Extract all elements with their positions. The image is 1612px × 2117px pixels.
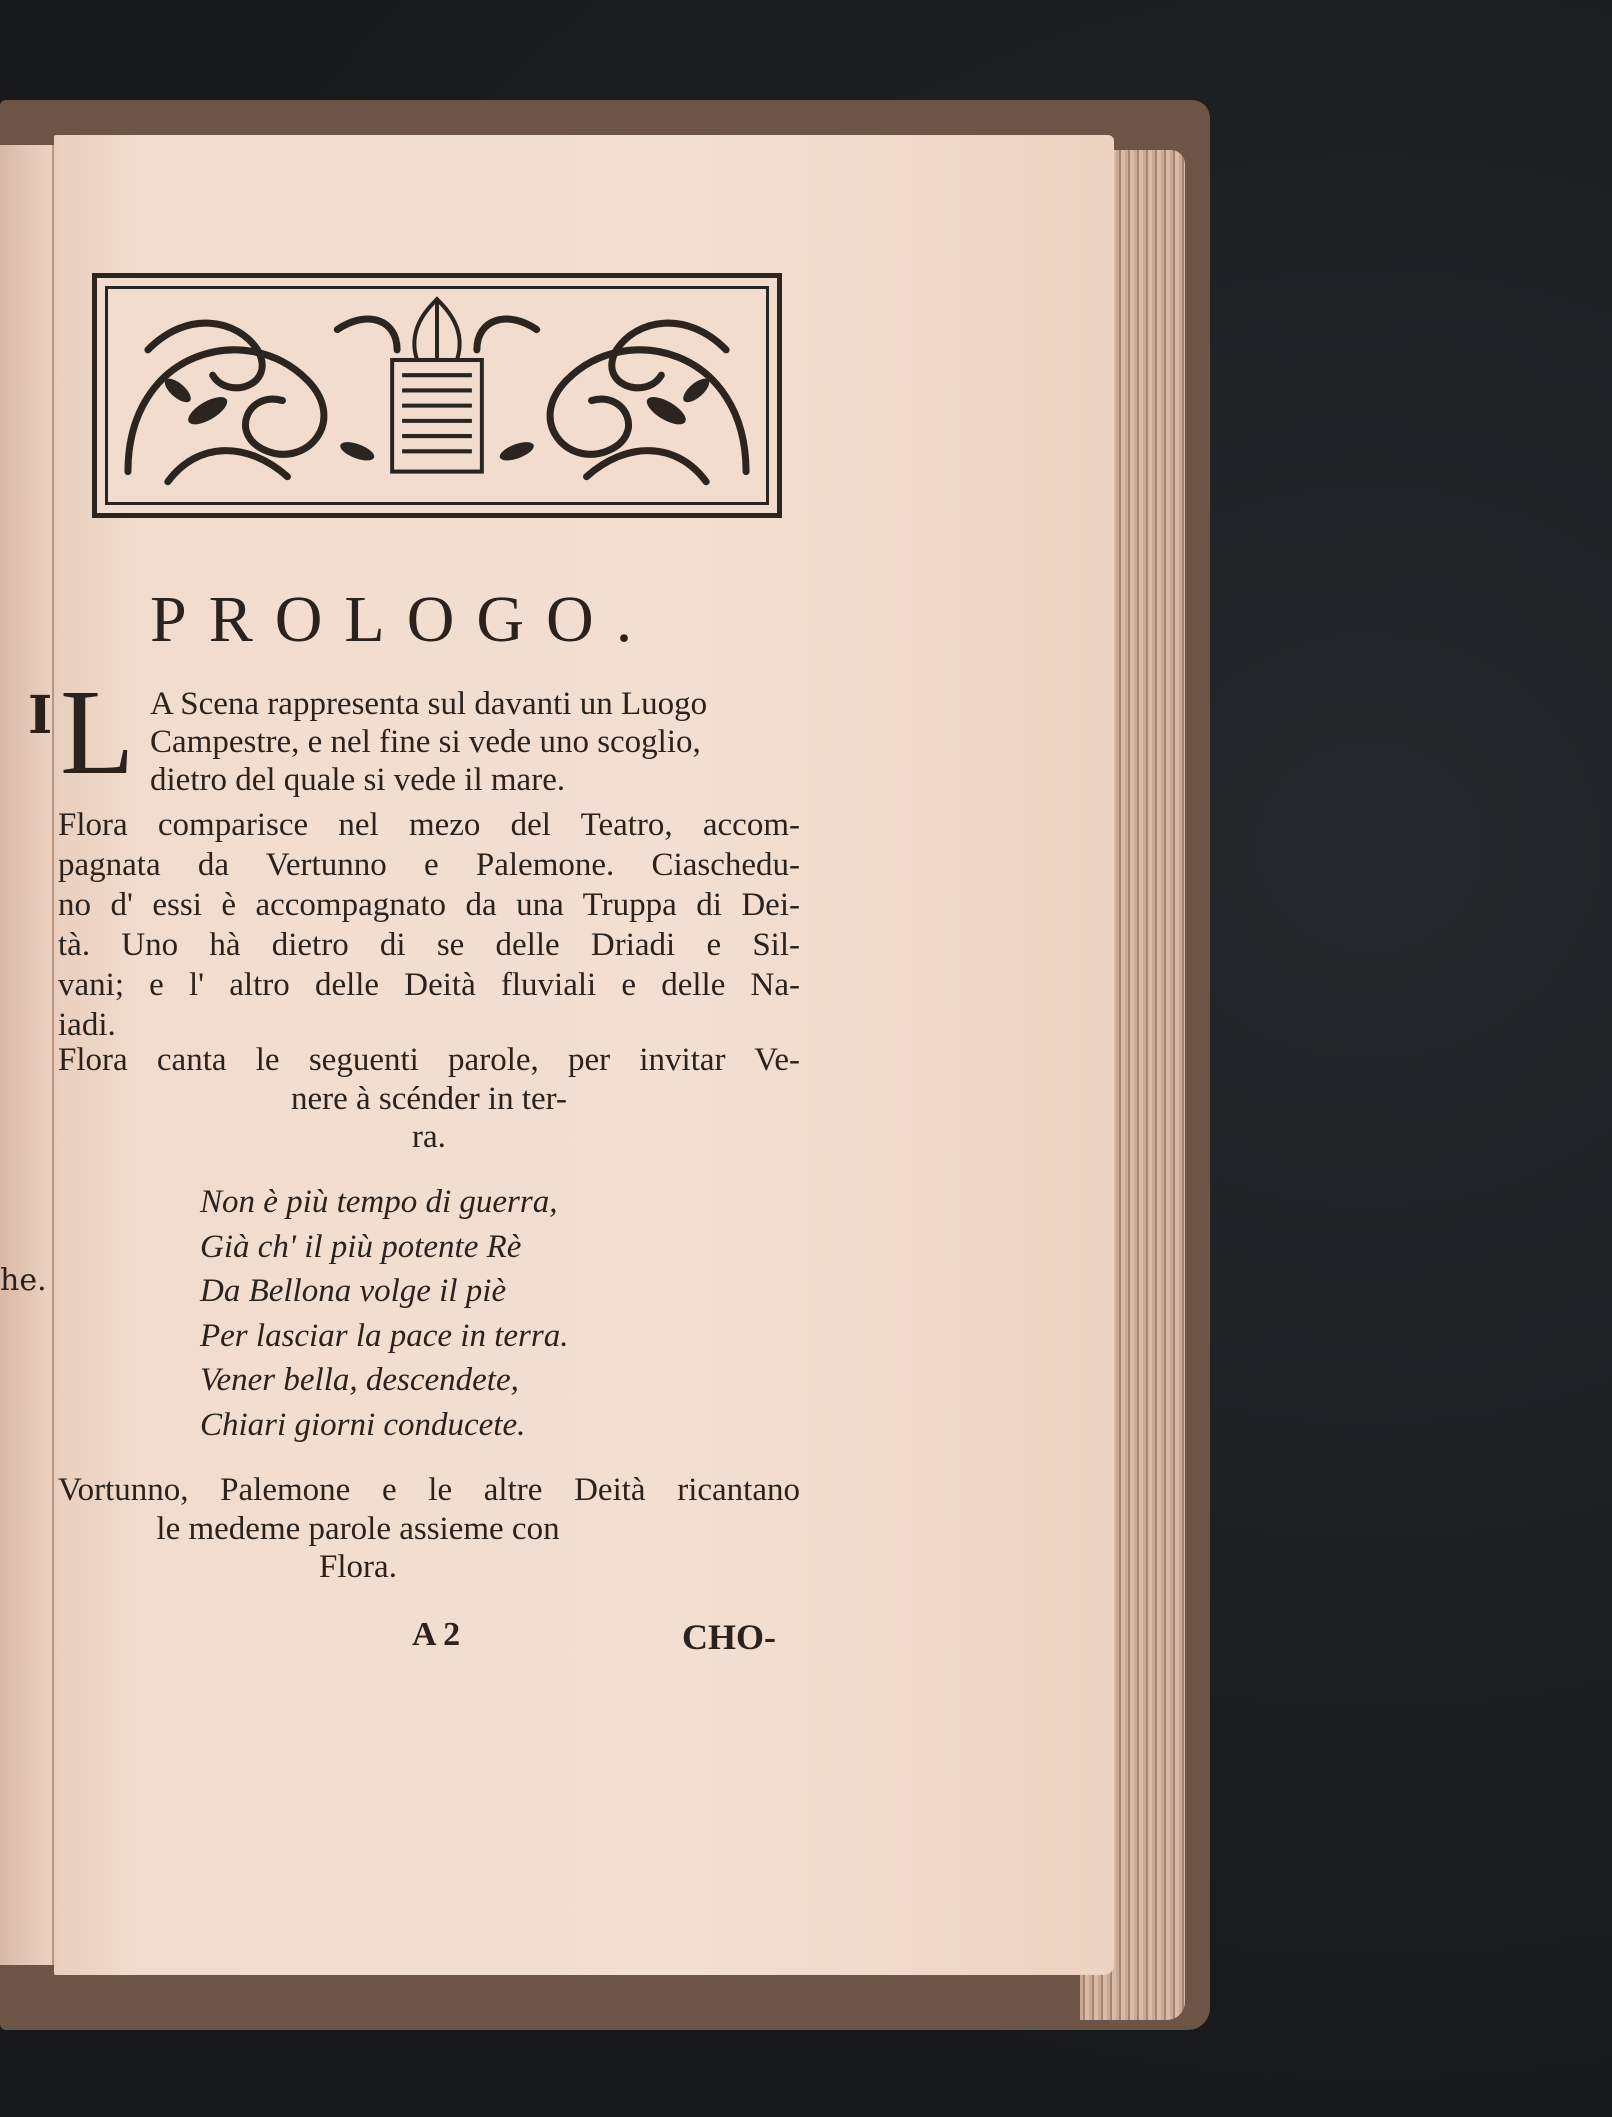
floral-vase-woodcut-icon (105, 286, 769, 505)
left-page-fragment-bottom: he. (0, 1263, 47, 1298)
paragraph-line: tà. Uno hà dietro di se delle Driadi e Sil- (58, 927, 800, 963)
paragraph-line: pagnata da Vertunno e Palemone. Ciaschedu- (58, 847, 800, 883)
stage-direction-paragraph-1 (58, 805, 800, 1045)
stage-direction-paragraph-2-continued (58, 1080, 800, 1156)
paragraph-line: ra. (412, 1119, 446, 1155)
paragraph-line: nere à scénder in ter- (290, 1081, 567, 1117)
stage-direction-paragraph-2 (58, 1040, 800, 1080)
opening-line: Campestre, e nel fine si vede uno scoglio, (150, 724, 701, 760)
paragraph-line: Flora canta le seguenti parole, per invitar Ve- (58, 1042, 800, 1078)
paragraph-line: le medeme parole assieme con (156, 1511, 560, 1547)
verse-line: Per lasciar la pace in terra. (200, 1317, 569, 1354)
catchword: CHO- (682, 1617, 776, 1657)
paragraph-line: no d' essi è accompagnato da una Truppa di Dei- (58, 887, 800, 923)
left-page-fragment-top: I (28, 685, 53, 746)
opening-line: A Scena rappresenta sul davanti un Luogo (150, 686, 708, 722)
left-page-fragment (0, 145, 54, 1965)
page-title: PROLOGO. (150, 583, 655, 656)
paragraph-line: iadi. (58, 1007, 116, 1043)
paragraph-line: vani; e l' altro delle Deità fluviali e delle Na- (58, 967, 800, 1003)
verse-line: Vener bella, descendete, (200, 1362, 519, 1398)
verse-line: Da Bellona volge il piè (200, 1273, 507, 1309)
opening-line: dietro del quale si vede il mare. (150, 762, 566, 798)
verse-line: Già ch' il più potente Rè (200, 1228, 522, 1265)
verse-line: Chiari giorni conducete. (200, 1406, 526, 1443)
verse-line: Non è più tempo di guerra, (200, 1184, 558, 1220)
stage-direction-paragraph-3-continued (58, 1510, 658, 1586)
drop-cap: L (60, 665, 135, 800)
paragraph-line: Vortunno, Palemone e le altre Deità ricantano (58, 1472, 800, 1508)
paragraph-line: Flora comparisce nel mezo del Teatro, accom- (58, 807, 800, 843)
sung-verse (200, 1180, 700, 1447)
headpiece-ornament (92, 273, 782, 518)
stage-direction-paragraph-3 (58, 1470, 800, 1510)
opening-paragraph (150, 685, 800, 799)
paragraph-line: Flora. (319, 1549, 397, 1585)
signature-mark: A 2 (412, 1616, 461, 1653)
